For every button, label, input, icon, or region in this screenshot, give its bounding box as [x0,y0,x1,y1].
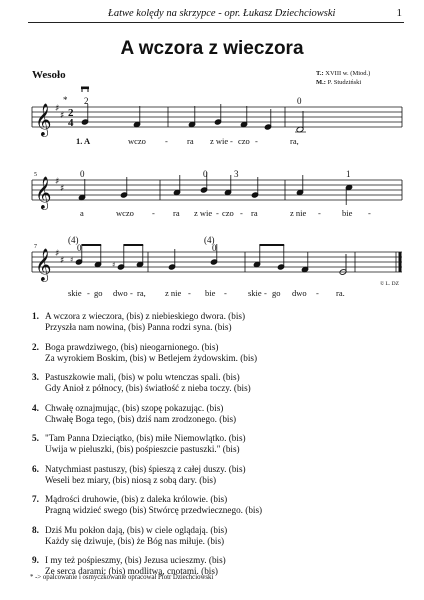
verse-line: Chwałę oznajmując, (bis) szopę pokazując. (bis) [45,402,224,413]
lyric-syllable: - [165,136,168,146]
measure-number: 5 [34,172,37,178]
verse-number: 6. [32,463,39,474]
verse [32,525,402,547]
lyric-syllable: - [224,288,227,298]
lyric-syllable: dwo [113,288,128,298]
fingering: 0 [297,96,302,106]
svg-text:♯: ♯ [112,261,116,269]
verse [32,342,402,364]
music-credit-label: M.: [316,79,326,86]
time-signature-top: 2 [68,107,74,119]
lyric-syllable: ra, [137,288,146,298]
lyric-syllable: - [368,208,371,218]
lyric-syllable: a [80,208,84,218]
verse [32,403,402,425]
svg-text:♯: ♯ [55,177,60,187]
verses-list [32,311,402,586]
verse-line: Przyszła nam nowina, (bis) Panna rodzi syna. (bis) [45,322,232,332]
fingering: (4) [68,235,79,245]
lyric-syllable: z nie [165,288,182,298]
lyric-syllable: - [240,208,243,218]
verse [32,464,402,486]
verse-number: 5. [32,433,39,443]
lyric-syllable: z wie [210,136,229,146]
lyric-syllable: - [230,136,233,146]
lyric-syllable: go [272,288,281,298]
footnote: * -> opalcowanie i osmyczkowanie opracował Piotr Dziechciowski [30,574,214,581]
lyric-syllable: czo [222,208,234,218]
svg-text:♯: ♯ [55,104,60,114]
footnote-asterisk: * [63,95,68,105]
lyric-syllable: ra, [290,136,299,146]
verse-line: Chwałę Boga tego, (bis) dziś nam zrodzonego. (bis) [45,413,237,424]
verse-number: 9. [32,555,39,565]
verse-line: Weseli bez miary, (bis) niosą z sobą dary. (bis) [45,474,217,485]
lyric-syllable: ra [187,136,194,146]
verse-line: Za wyrokiem Boskim, (bis) w Betlejem żydowskim. (bis) [45,352,258,363]
verse-line: Natychmiast pastuszy, (bis) śpieszą z całej duszy. (bis) [45,463,246,474]
svg-text:𝄞: 𝄞 [35,176,52,209]
lyric-syllable: z wie [194,208,213,218]
lyric-syllable: - [130,288,133,298]
verse [32,433,402,455]
lyric-syllable: skie [68,288,82,298]
verse-number: 7. [32,494,39,504]
verse [32,311,402,333]
lyric-syllable: wczo [116,208,134,218]
lyric-syllable: z nie [290,208,307,218]
verse-line: "Tam Panna Dzieciątko, (bis) miłe Niemowlątko. (bis) [45,433,246,443]
lyric-syllable: - [188,288,191,298]
lyric-syllable: - [152,208,155,218]
lyric-syllable: 1. A [76,136,91,146]
fingering: 0 [80,169,85,179]
page-title: A wczora z wieczora [120,38,304,59]
verse-number: 1. [32,311,39,321]
running-title: Łatwe kolędy na skrzypce - opr. Łukasz Dziechciowski [108,8,336,19]
lyric-syllable: ra. [336,288,345,298]
fingering: 1 [346,169,351,179]
verse-line: A wczora z wieczora, (bis) z niebieskiego dwora. (bis) [45,311,246,321]
fingering: 0 [77,243,82,253]
lyric-syllable: czo [238,136,250,146]
time-signature-bottom: 4 [68,117,74,129]
verse-number: 4. [32,402,39,413]
lyric-syllable: bie [205,288,216,298]
lyric-syllable: ra [173,208,180,218]
lyric-syllable: - [316,288,319,298]
lyric-syllable: - [264,288,267,298]
lyric-syllable: - [216,208,219,218]
lyric-syllable: ra [251,208,258,218]
svg-text:♯: ♯ [60,256,65,266]
text-credit-label: T.: [316,70,324,77]
verse-line: Każdy się dziwuje, (bis) że Bóg nas miłuje. (bis) [45,535,225,546]
fingering: 0 [203,169,208,179]
verse-line: Ze serca darami: (bis) modlitwą, cnotami. (bis) [45,566,218,576]
lyric-syllable: dwo [292,288,307,298]
verse-line: Pastuszkowie mali, (bis) w polu wtenczas spali. (bis) [45,372,240,382]
svg-text:♯: ♯ [70,256,74,264]
lyric-syllable: - [87,288,90,298]
svg-text:♯: ♯ [55,249,60,259]
copyright-mark: © L. DZ [380,281,399,287]
svg-text:♯: ♯ [60,111,65,121]
music-credit: P. Studziński [327,79,362,86]
verse-line: Pragną widzieć swego (bis) Stwórcę przedwiecznego. (bis) [45,505,263,515]
verse-line: Gdy Anioł z północy, (bis) światłość z nieba toczy. (bis) [45,383,251,393]
verse-line: Boga prawdziwego, (bis) nieogarnionego. (bis) [45,341,219,352]
measure-number: 7 [34,244,37,250]
lyric-syllable: wczo [128,136,146,146]
verse-number: 3. [32,372,39,382]
fingering: 3 [234,169,239,179]
fingering: (4) [204,235,215,245]
verse-number: 8. [32,524,39,535]
fingering: 0 [212,243,217,253]
verse-number: 2. [32,341,39,352]
verse-line: Dziś Mu pokłon dają, (bis) w ciele oglądają. (bis) [45,524,228,535]
fingering: 2 [84,96,89,106]
verse-line: Uwija w pieluszki, (bis) pośpieszcie pastuszki." (bis) [45,444,240,454]
svg-text:♯: ♯ [60,184,65,194]
lyric-syllable: go [94,288,103,298]
svg-text:𝄞: 𝄞 [35,248,52,281]
lyric-syllable: - [255,136,258,146]
lyric-syllable: skie [248,288,262,298]
verse [32,494,402,516]
verse [32,372,402,394]
text-credit: XVIII w. (Miod.) [325,70,371,77]
svg-text:𝄞: 𝄞 [35,103,52,136]
verse-line: Mądrości druhowie, (bis) z daleka królowie. (bis) [45,494,228,504]
verse-line: I my też pośpieszmy, (bis) Jezusa ucieszmy. (bis) [45,555,226,565]
page-number: 1 [396,7,402,19]
tempo-marking: Wesoło [32,69,66,81]
lyric-syllable: bie [342,208,353,218]
lyric-syllable: - [318,208,321,218]
